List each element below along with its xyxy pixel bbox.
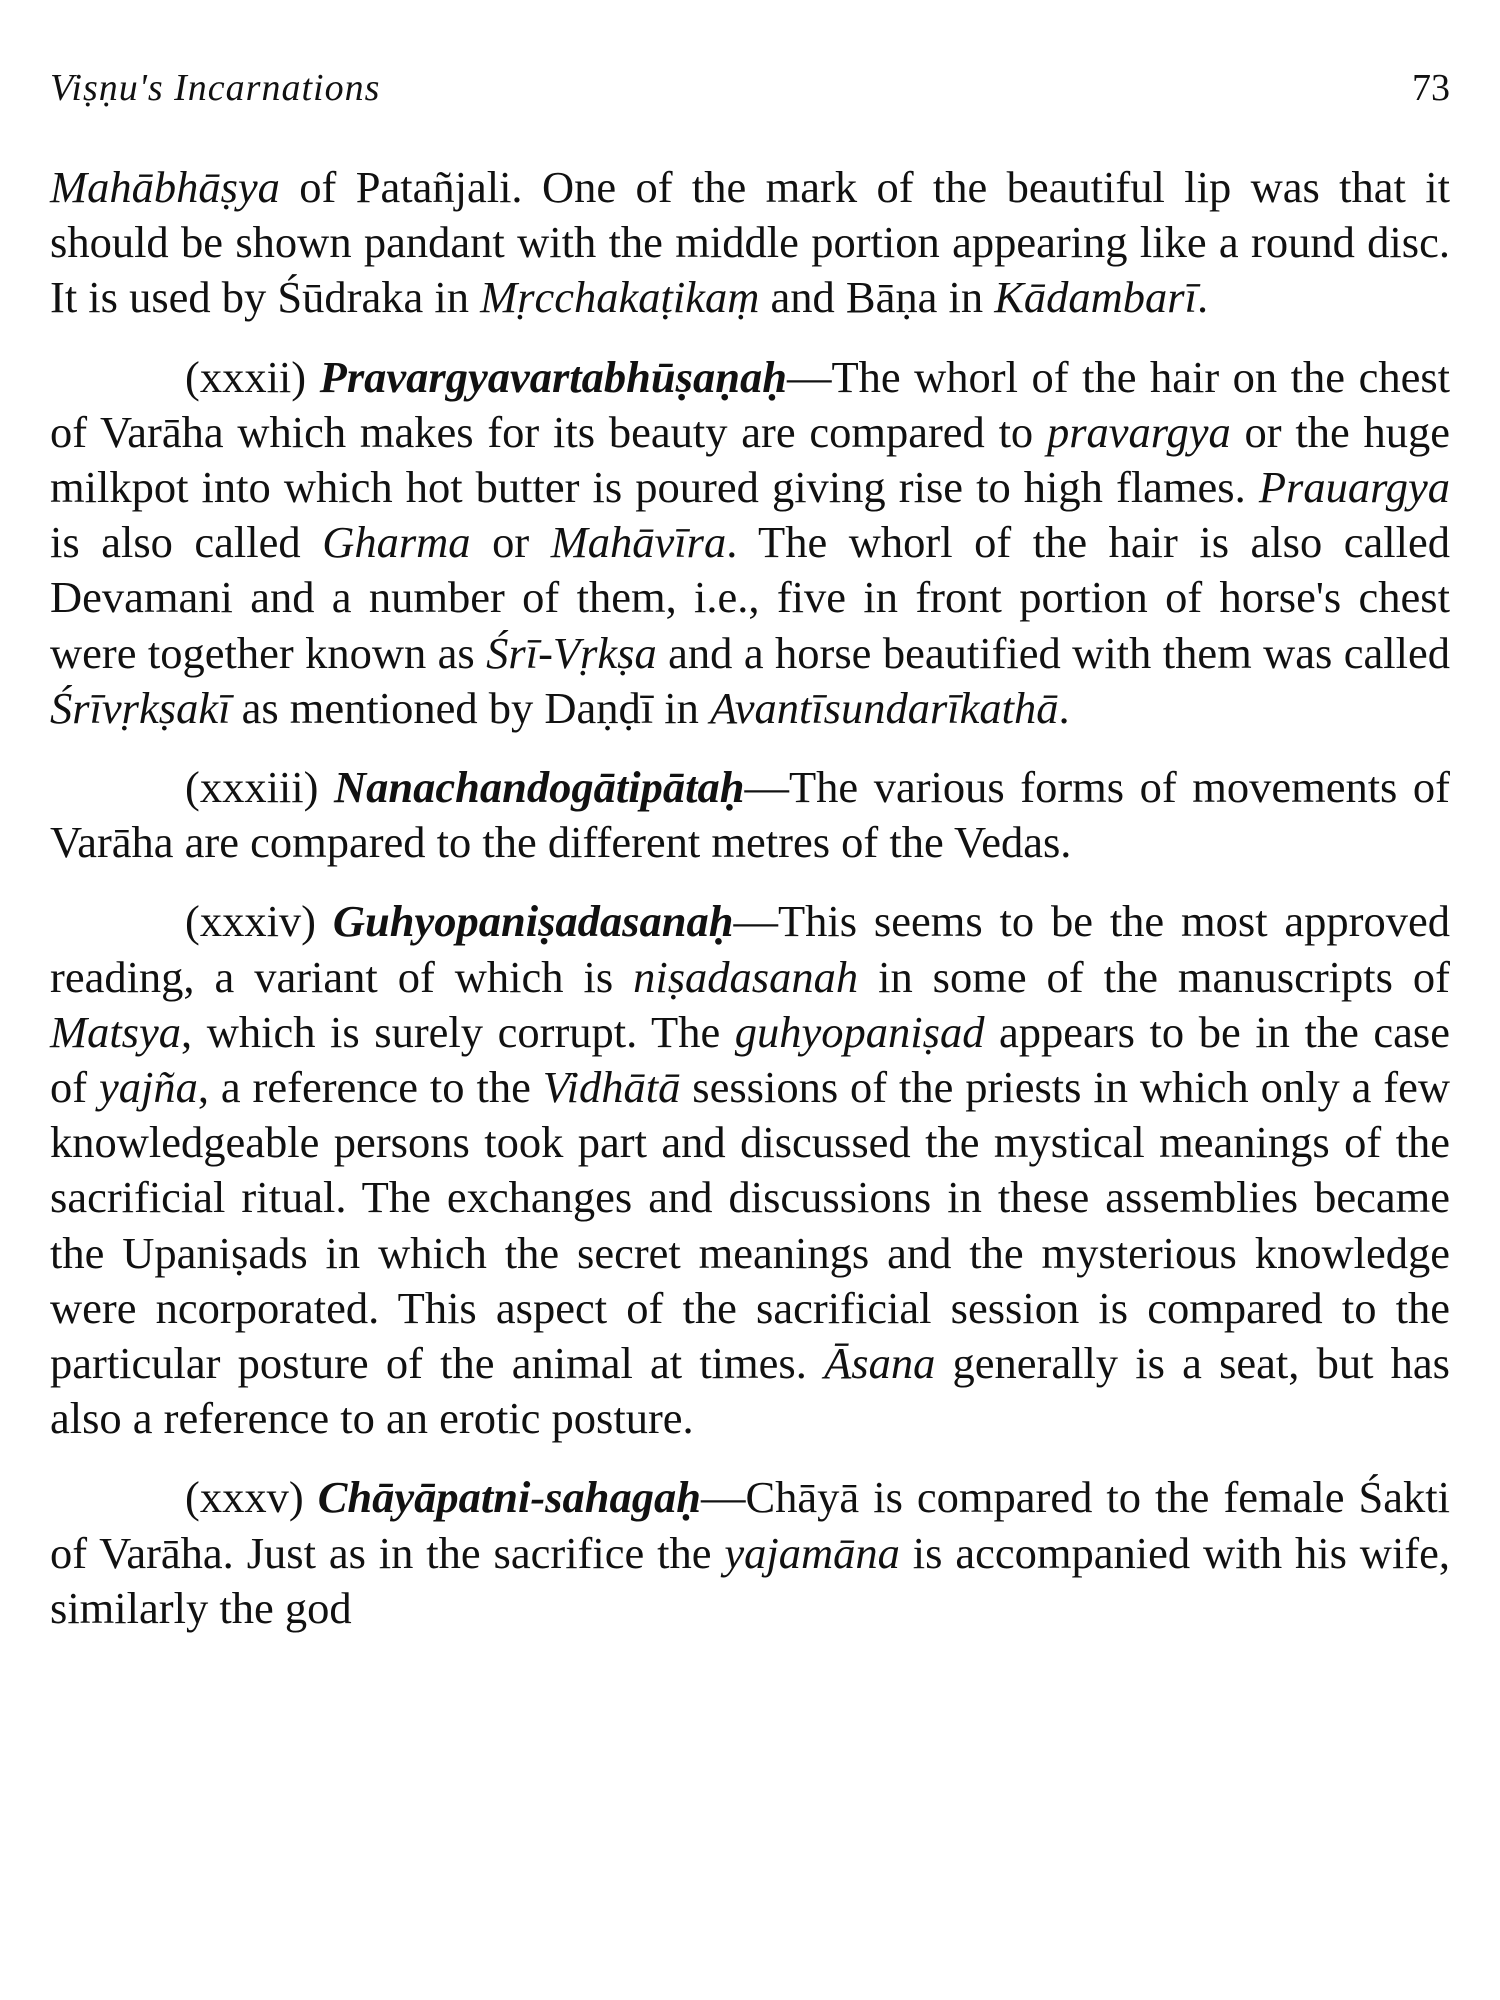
page-body xyxy=(50,160,1450,1660)
paragraph-text: —Chāyā is compared to the female Śakti of Varāha. Just as in the sacrifice the xyxy=(50,1472,1451,1578)
paragraph-text: appears to be in the case of xyxy=(50,1006,1450,1113)
paragraph-text: , a reference to the xyxy=(197,1062,543,1113)
paragraph-text: of Patañjali. One of the mark of the beautiful lip was that it should be shown pandant with the middle portion appearing like a round disc. It is used by Śūdraka in xyxy=(50,162,1450,323)
paragraph-text: . xyxy=(1196,272,1209,323)
italic-term: Śrīvṛkṣakī xyxy=(50,682,231,733)
page-number: 73 xyxy=(1412,67,1450,109)
paragraph-xxxiv xyxy=(50,894,1450,1446)
paragraph-text: —The various forms of movements of Varāha are compared to the different metres of the Vedas. xyxy=(50,762,1450,868)
paragraph-xxxv xyxy=(50,1470,1450,1636)
italic-term: guhyopaniṣad xyxy=(734,1006,985,1057)
italic-term: Mahābhāṣya xyxy=(50,162,280,212)
paragraph-text: in some of the manuscripts of xyxy=(858,951,1450,1002)
paragraph-xxxiii xyxy=(50,760,1450,870)
italic-term: Avantīsundarīkathā xyxy=(709,682,1059,733)
item-number: (xxxiii) xyxy=(185,762,335,813)
item-number: (xxxv) xyxy=(185,1472,318,1523)
italic-term: Kādambarī xyxy=(994,272,1197,323)
italic-term: Mahāvīra xyxy=(550,517,727,568)
italic-term: Prauargya xyxy=(1258,462,1450,513)
paragraph-text: generally is a seat, but has also a reference to an erotic posture. xyxy=(50,1338,1450,1444)
paragraph-text: sessions of the priests in which only a few knowledgeable persons took part and discussed the mystical meanings of the sacrificial ritual. The exchanges and discussions in these assemblies became the Upaniṣads in which the secret meanings and the mysterious knowledge were ncorporated. This aspect of the sacrificial session is compared to the particular posture of the animal at times. xyxy=(50,1062,1450,1389)
item-number: (xxxiv) xyxy=(185,896,333,947)
headword: Chāyāpatni-sahagaḥ xyxy=(317,1472,701,1523)
italic-term: Vidhātā xyxy=(542,1062,681,1113)
paragraph-text: . The whorl of the hair is also called Devamani and a number of them, i.e., five in front portion of horse's chest were together known as xyxy=(50,517,1450,678)
paragraph-text: or xyxy=(470,517,551,568)
paragraph-text: , which is surely corrupt. The xyxy=(181,1006,735,1057)
paragraph-text: and a horse beautified with them was called xyxy=(656,627,1450,678)
paragraph-text: . xyxy=(1058,682,1070,733)
paragraph-mahabhasya xyxy=(50,160,1450,326)
headword: Pravargyavartabhūṣaṇaḥ xyxy=(319,351,787,402)
italic-term: Āsana xyxy=(824,1338,936,1389)
italic-term: Gharma xyxy=(322,517,471,568)
item-number: (xxxii) xyxy=(185,351,320,402)
paragraph-text: is accompanied with his wife, similarly the god xyxy=(50,1527,1451,1633)
paragraph-text: —The whorl of the hair on the chest of Varāha which makes for its beauty are compared to xyxy=(50,351,1450,457)
italic-term: yajamāna xyxy=(724,1527,900,1578)
italic-term: Matsya xyxy=(50,1006,182,1057)
headword: Nanachandogātipātaḥ xyxy=(334,762,745,813)
running-title: Viṣṇu's Incarnations xyxy=(50,67,381,109)
italic-term: pravargya xyxy=(1046,406,1231,457)
paragraph-text: or the huge milkpot into which hot butter is poured giving rise to high flames. xyxy=(50,406,1450,513)
paragraph-text: is also called xyxy=(50,517,323,568)
italic-term: niṣadasanah xyxy=(633,951,859,1002)
italic-term: Mṛcchakaṭikaṃ xyxy=(480,272,760,323)
paragraph-xxxii xyxy=(50,350,1450,736)
paragraph-text: as mentioned by Daṇḍī in xyxy=(230,682,710,733)
paragraph-text: —This seems to be the most approved reading, a variant of which is xyxy=(50,896,1450,1002)
headword: Guhyopaniṣadasanaḥ xyxy=(332,896,734,947)
paragraph-text: and Bāṇa in xyxy=(759,272,995,323)
page-header xyxy=(50,66,1450,110)
italic-term: Śrī-Vṛkṣa xyxy=(486,627,657,678)
italic-term: yajña xyxy=(98,1062,198,1113)
